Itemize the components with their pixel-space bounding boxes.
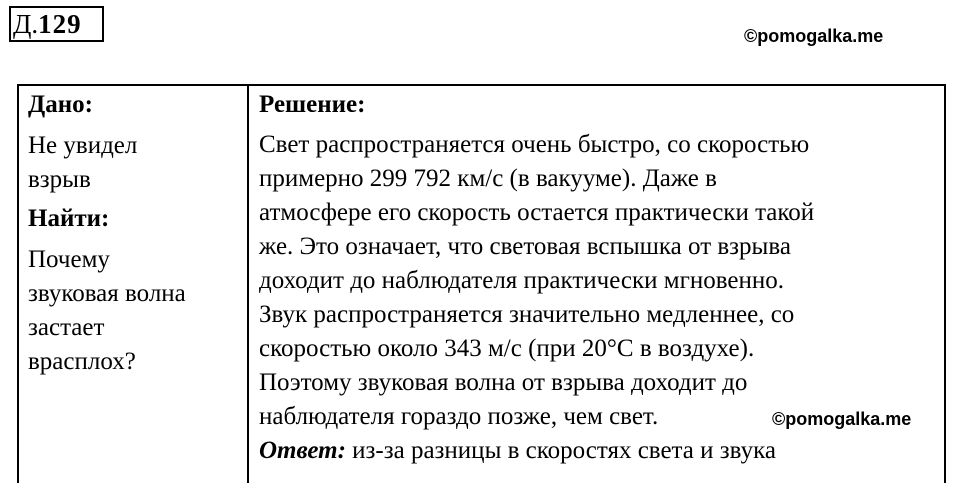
problem-prefix: Д. [13,9,39,39]
problem-number: 129 [38,9,82,39]
find-line: врасплох? [28,348,136,375]
solution-line: Свет распространяется очень быстро, со скоростью [259,131,810,158]
find-line: Почему [28,246,110,273]
solution-line: примерно 299 792 км/с (в вакууме). Даже в [259,165,717,192]
solution-line: наблюдателя гораздо позже, чем свет. [259,403,659,430]
solution-line: же. Это означает, что световая вспышка от взрыва [259,233,791,260]
solution-heading: Решение: [259,91,366,118]
solution-line: доходит до наблюдателя практически мгновенно. [259,267,785,294]
answer-line [259,434,945,468]
watermark-body: ©pomogalka.me [772,409,912,429]
watermark-top: ©pomogalka.me [744,26,884,46]
find-line: застает [28,314,105,341]
solution-line: скоростью около 343 м/с (при 20°C в воздухе). [259,335,755,362]
given-line: Не увидел [28,132,138,159]
solution-line: Звук распространяется значительно медленнее, со [259,301,795,328]
answer-label: Ответ: [259,437,346,464]
answer-text: из-за разницы в скоростях света и звука [352,437,776,464]
find-line: звуковая волна [28,280,186,307]
column-divider [247,86,249,483]
find-heading: Найти: [28,205,110,232]
find-text [28,243,240,379]
given-line: взрыв [28,166,91,193]
given-column [28,86,240,379]
given-text [28,129,240,197]
solution-line: Поэтому звуковая волна от взрыва доходит до [259,369,748,396]
problem-number-label [9,6,104,42]
given-heading: Дано: [28,91,93,118]
solution-line: атмосфере его скорость остается практически такой [259,199,815,226]
